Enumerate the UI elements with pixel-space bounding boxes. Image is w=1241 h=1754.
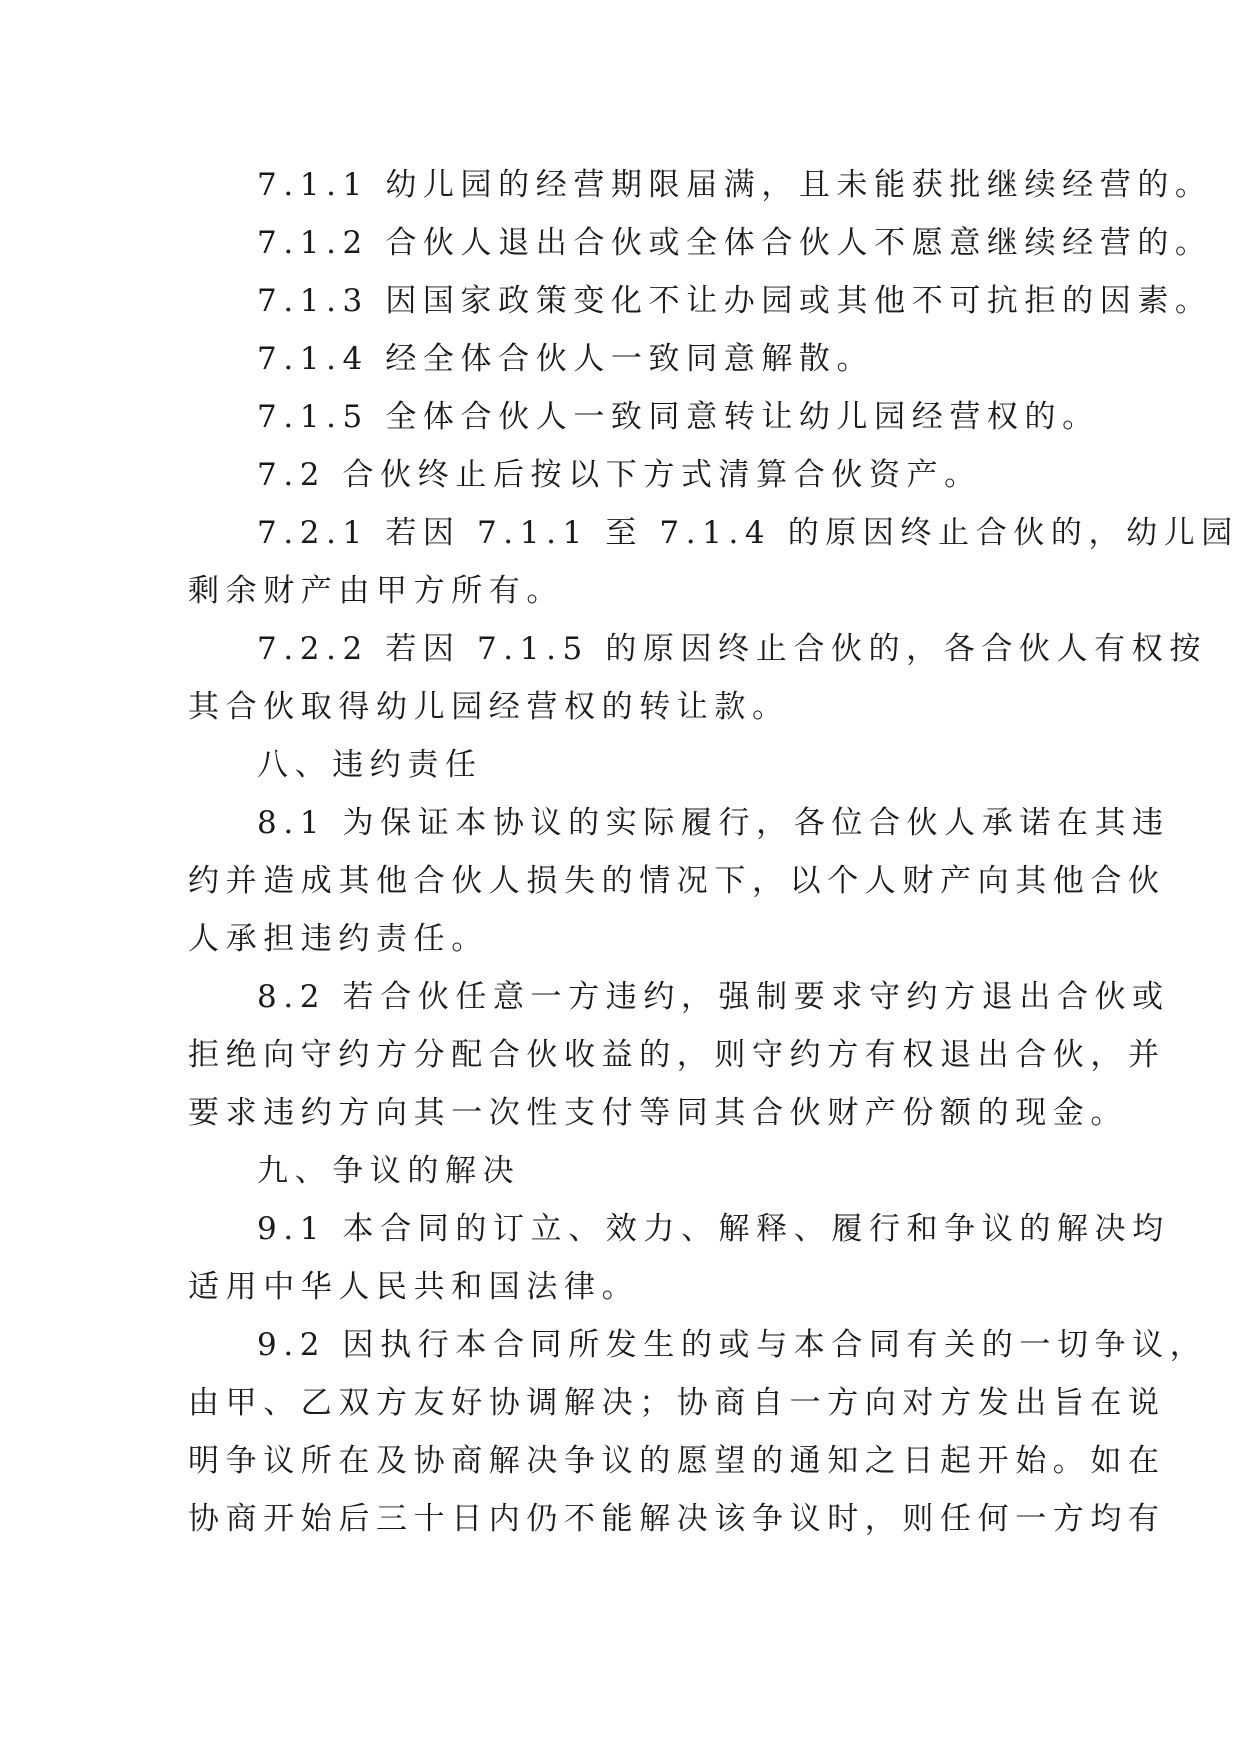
section-heading: 八、违约责任 bbox=[257, 747, 483, 783]
text-line: 要求违约方向其一次性支付等同其合伙财产份额的现金。 bbox=[188, 1095, 1128, 1131]
text-line: 7.2 合伙终止后按以下方式清算合伙资产。 bbox=[257, 457, 982, 493]
text-line: 适用中华人民共和国法律。 bbox=[188, 1269, 640, 1305]
text-line: 人承担违约责任。 bbox=[188, 921, 489, 957]
text-line: 由甲、乙双方友好协调解决；协商自一方向对方发出旨在说 bbox=[188, 1385, 1166, 1421]
text-line: 9.1 本合同的订立、效力、解释、履行和争议的解决均 bbox=[257, 1211, 1170, 1247]
text-line: 其合伙取得幼儿园经营权的转让款。 bbox=[188, 689, 790, 725]
text-line: 7.1.3 因国家政策变化不让办园或其他不可抗拒的因素。 bbox=[257, 283, 1213, 319]
text-line: 约并造成其他合伙人损失的情况下，以个人财产向其他合伙 bbox=[188, 863, 1166, 899]
text-line: 明争议所在及协商解决争议的愿望的通知之日起开始。如在 bbox=[188, 1443, 1166, 1479]
text-line: 7.1.1 幼儿园的经营期限届满，且未能获批继续经营的。 bbox=[257, 167, 1213, 203]
text-line: 剩余财产由甲方所有。 bbox=[188, 573, 564, 609]
text-line: 8.2 若合伙任意一方违约，强制要求守约方退出合伙或 bbox=[257, 979, 1170, 1015]
text-line: 拒绝向守约方分配合伙收益的，则守约方有权退出合伙，并 bbox=[188, 1037, 1166, 1073]
text-line: 7.1.5 全体合伙人一致同意转让幼儿园经营权的。 bbox=[257, 399, 1100, 435]
text-line: 7.2.1 若因 7.1.1 至 7.1.4 的原因终止合伙的，幼儿园 bbox=[257, 515, 1239, 551]
text-line: 7.1.2 合伙人退出合伙或全体合伙人不愿意继续经营的。 bbox=[257, 225, 1213, 261]
text-line: 9.2 因执行本合同所发生的或与本合同有关的一切争议， bbox=[257, 1327, 1208, 1363]
text-line: 8.1 为保证本协议的实际履行，各位合伙人承诺在其违 bbox=[257, 805, 1170, 841]
section-heading: 九、争议的解决 bbox=[257, 1153, 521, 1189]
text-line: 7.2.2 若因 7.1.5 的原因终止合伙的，各合伙人有权按 bbox=[257, 631, 1207, 667]
text-line: 协商开始后三十日内仍不能解决该争议时，则任何一方均有 bbox=[188, 1501, 1166, 1537]
text-line: 7.1.4 经全体合伙人一致同意解散。 bbox=[257, 341, 875, 377]
